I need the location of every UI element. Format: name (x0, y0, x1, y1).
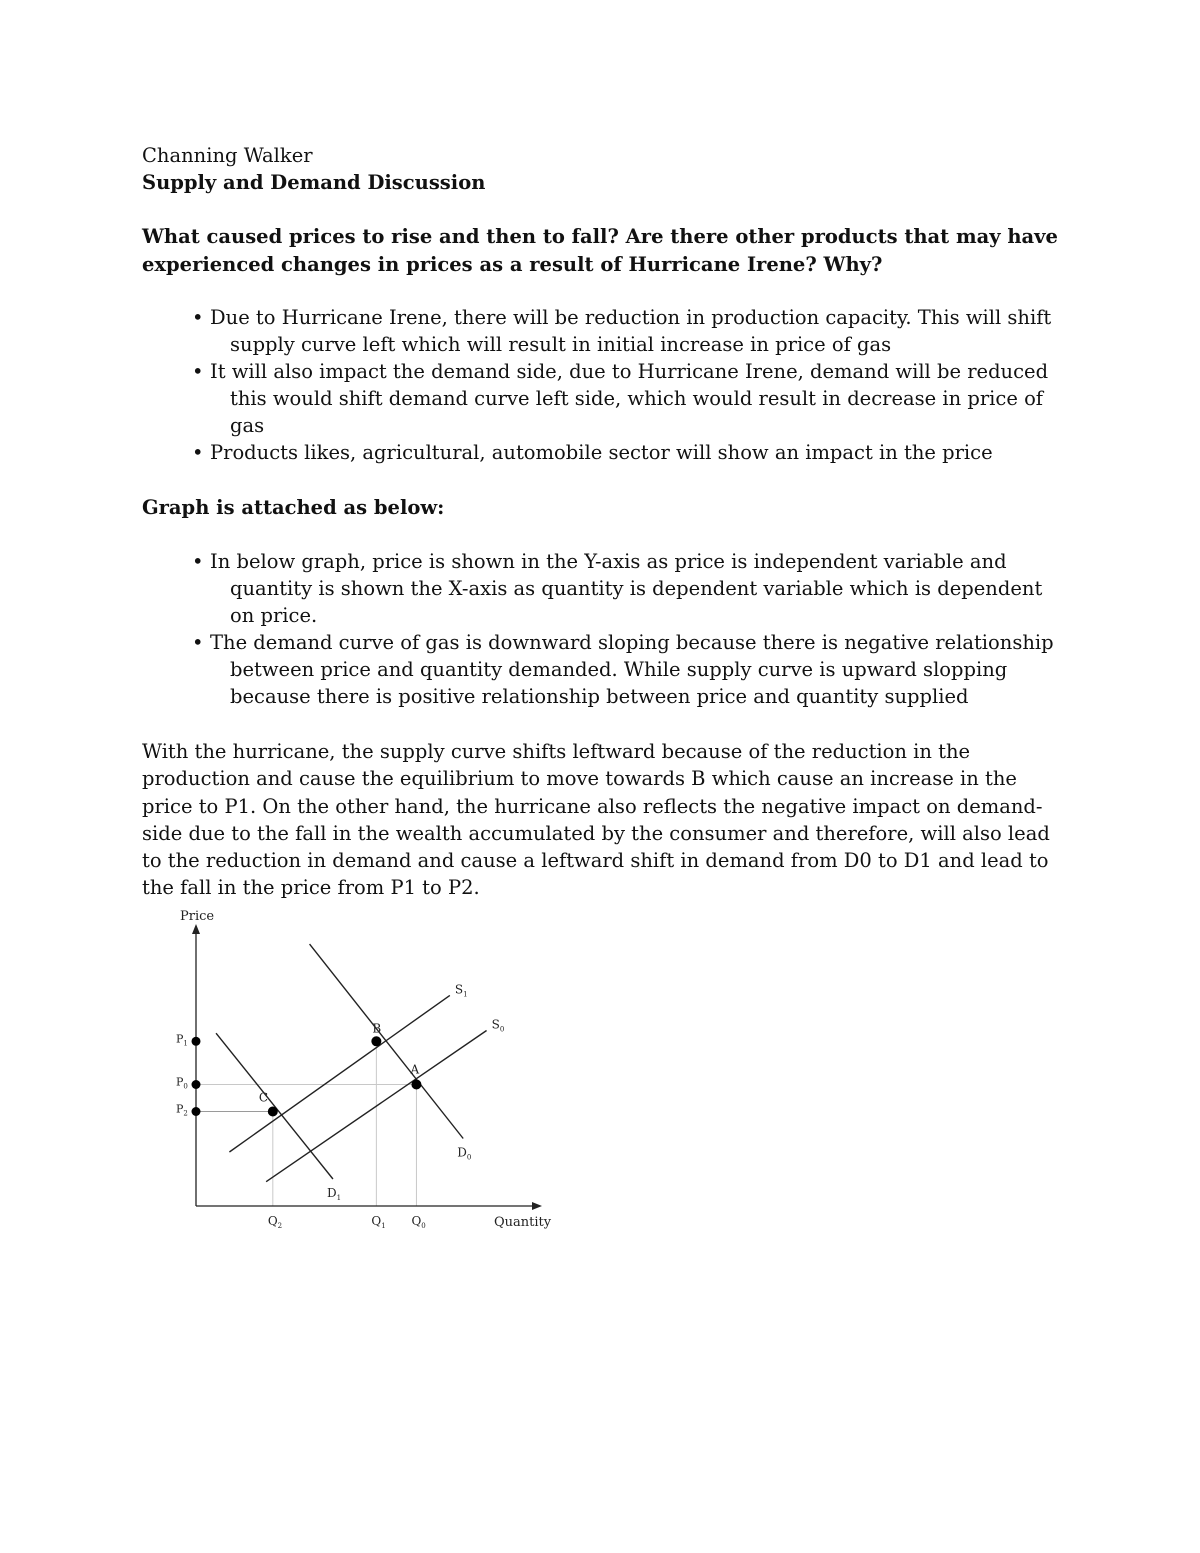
chart-axes (192, 924, 542, 1210)
y-axis-label: Price (180, 909, 215, 924)
answer-item: • Due to Hurricane Irene, there will be reduction in production capacity. This will shift supply curve left which will result in initial increase in price of gas (192, 304, 1072, 358)
price-tick-label: $P_2$ (176, 1102, 188, 1118)
document-header (142, 142, 1072, 196)
graph-heading: Graph is attached as below: (142, 496, 445, 519)
price-tick-label: $P_1$ (176, 1032, 188, 1048)
explanation-paragraph: With the hurricane, the supply curve shifts leftward because of the reduction in the production and cause the equilibrium to move towards B which cause an increase in the price to P1. On the other hand, the hurricane also reflects the negative impact on demand-side due to the fall in the wealth accumulated by the consumer and therefore, will also lead to the reduction in demand and cause a leftward shift in demand from D0 to D1 and lead to the fall in the price from P1 to P2. (142, 740, 1050, 900)
graph-point-item: • The demand curve of gas is downward sloping because there is negative relationship between price and quantity demanded. While supply curve is upward slopping because there is positive relationship between price and quantity supplied (192, 629, 1072, 710)
quantity-tick-label: $Q_2$ (267, 1214, 283, 1230)
curve-label-d1: $D_1$ (326, 1186, 342, 1202)
curve-d1 (216, 1033, 333, 1179)
author-name: Channing Walker (142, 144, 313, 167)
supply-demand-chart (150, 909, 570, 1240)
answer-item: • It will also impact the demand side, due to Hurricane Irene, demand will be reduced this would shift demand curve left side, which would result in decrease in price of gas (192, 358, 1072, 439)
document-title: Supply and Demand Discussion (142, 171, 486, 194)
chart-points (192, 1036, 422, 1116)
equilibrium-point-a (411, 1080, 421, 1090)
answer-item: • Products likes, agricultural, automobile sector will show an impact in the price (192, 439, 1072, 466)
equilibrium-label-c: C (258, 1090, 269, 1105)
curve-label-d0: $D_0$ (457, 1145, 472, 1162)
equilibrium-label-b: B (372, 1021, 382, 1036)
price-tick-label: $P_0$ (176, 1075, 188, 1091)
x-axis-label: Quantity (494, 1215, 552, 1230)
equilibrium-point-b (371, 1036, 381, 1046)
graph-point-item: • In below graph, price is shown in the Y-axis as price is independent variable and quantity is shown the X-axis as quantity is dependent variable which is dependent on price. (192, 548, 1072, 629)
quantity-tick-label: $Q_1$ (371, 1214, 386, 1230)
price-tick-point (192, 1080, 201, 1089)
quantity-tick-label: $Q_0$ (411, 1214, 426, 1230)
graph-points-list (192, 548, 1072, 710)
chart-labels (176, 909, 552, 1230)
discussion-question: What caused prices to rise and then to fall? Are there other products that may have experienced changes in prices as a result of Hurricane Irene? Why? (142, 225, 1058, 276)
curve-d0 (310, 944, 464, 1138)
curve-label-s0: $S_0$ (491, 1017, 505, 1034)
y-axis-arrow (192, 924, 200, 934)
chart-guides (196, 1041, 416, 1206)
chart-lines (216, 944, 487, 1182)
price-tick-point (192, 1107, 201, 1116)
curve-label-s1: $S_1$ (454, 982, 468, 999)
price-tick-point (192, 1037, 201, 1046)
answers-list (192, 304, 1072, 466)
x-axis-arrow (532, 1202, 542, 1210)
equilibrium-point-c (268, 1107, 278, 1117)
equilibrium-label-a: A (410, 1062, 420, 1077)
